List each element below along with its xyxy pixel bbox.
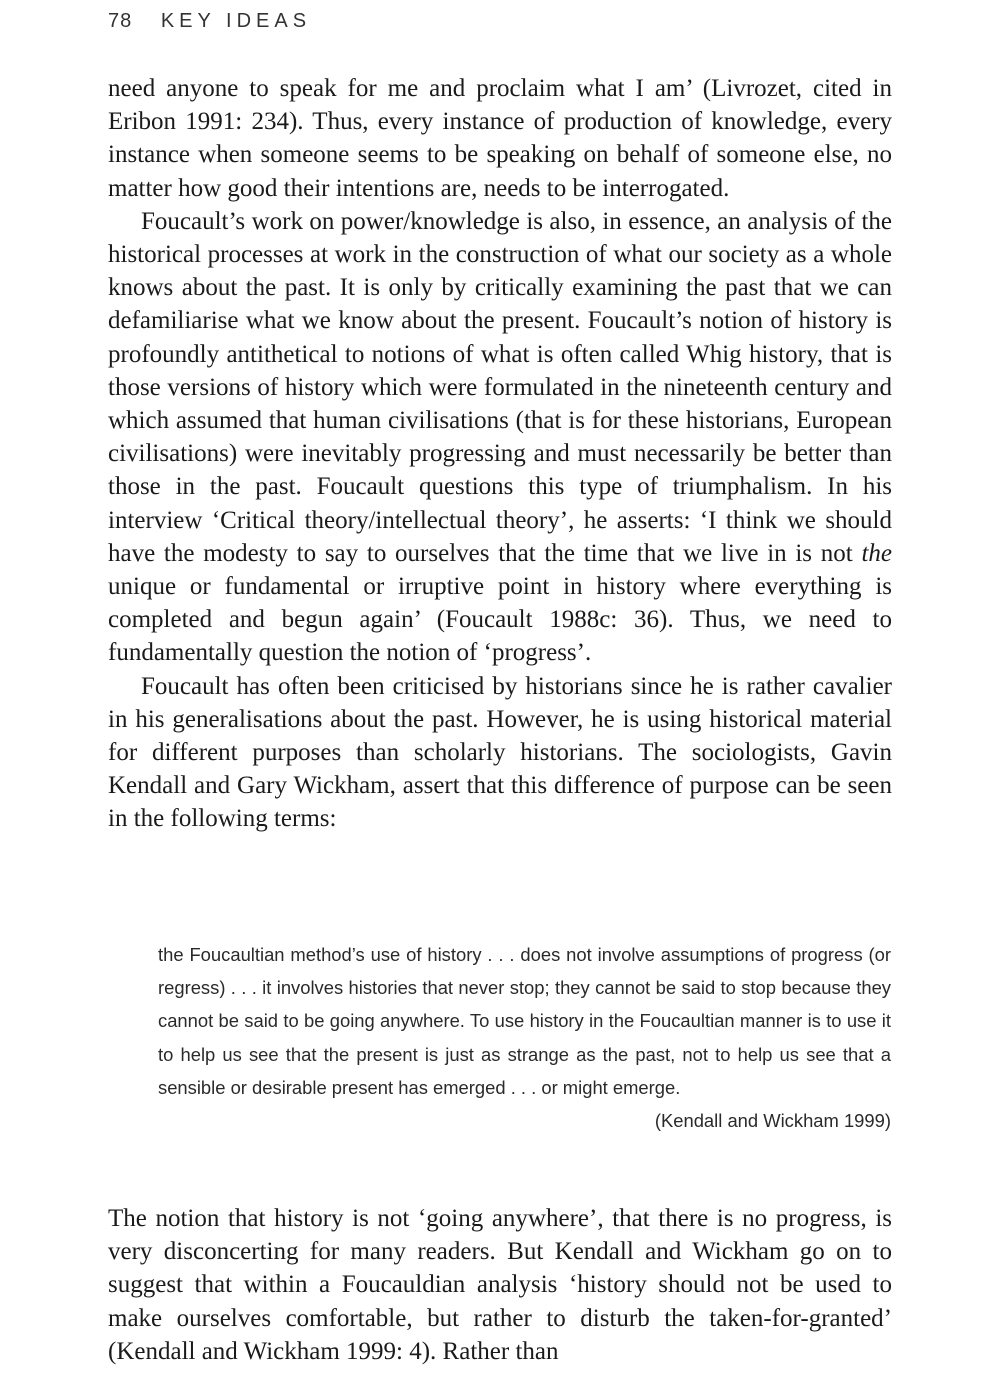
body-text-bottom — [108, 1202, 892, 1368]
page-number: 78 — [108, 10, 133, 32]
block-quote-text: the Foucaultian method’s use of history . . . does not involve assumptions of progress (or regress) . . . it involves histories that never stop; they cannot be said to stop because they cannot be said to be going anywhere. To use history in the Foucaultian manner is to use it to help us see that the present is just as strange as the past, not to help us see that a sensible or desirable present has emerged . . . or might emerge. — [158, 944, 891, 1098]
paragraph: Foucault’s work on power/knowledge is also, in essence, an analysis of the historical processes at work in the construction of what our society as a whole knows about the past. It is only by critically examining the past that we can defamiliarise what we know about the present. Foucault’s notion of history is profoundly antithetical to notions of what is often called Whig history, that is those versions of history which were formulated in the nineteenth century and which assumed that human civilisations (that is for these historians, European civilisations) were inevitably progressing and must necessarily be better than those in the past. Foucault questions this type of triumphalism. In his interview ‘Critical theory/intellectual theory’, he asserts: ‘I think we should have the modesty to say to ourselves that the time that we live in is not the unique or fundamental or irruptive point in history where everything is completed and begun again’ (Foucault 1988c: 36). Thus, we need to fundamentally question the notion of ‘progress’. — [108, 207, 892, 667]
paragraph: need anyone to speak for me and proclaim what I am’ (Livrozet, cited in Eribon 1991: 234). Thus, every instance of production of knowledge, every instance when someone seems to be speaking on behalf of someone else, no matter how good their intentions are, needs to be interrogated. — [108, 75, 892, 202]
section-title: KEY IDEAS — [160, 10, 312, 32]
block-quote — [158, 938, 891, 1137]
paragraph: The notion that history is not ‘going anywhere’, that there is no progress, is very disconcerting for many readers. But Kendall and Wickham go on to suggest that within a Foucauldian analysis ‘history should not be used to make ourselves comfortable, but rather to disturb the taken-for-granted’ (Kendall and Wickham 1999: 4). Rather than — [108, 1205, 892, 1365]
body-text-top — [108, 72, 892, 836]
block-quote-attribution: (Kendall and Wickham 1999) — [654, 1110, 891, 1132]
running-header — [108, 10, 311, 33]
paragraph: Foucault has often been criticised by historians since he is rather cavalier in his generalisations about the past. However, he is using historical material for different purposes than scholarly historians. The sociologists, Gavin Kendall and Gary Wickham, assert that this difference of purpose can be seen in the following terms: — [108, 672, 892, 833]
emphasis-text: the — [861, 539, 892, 567]
